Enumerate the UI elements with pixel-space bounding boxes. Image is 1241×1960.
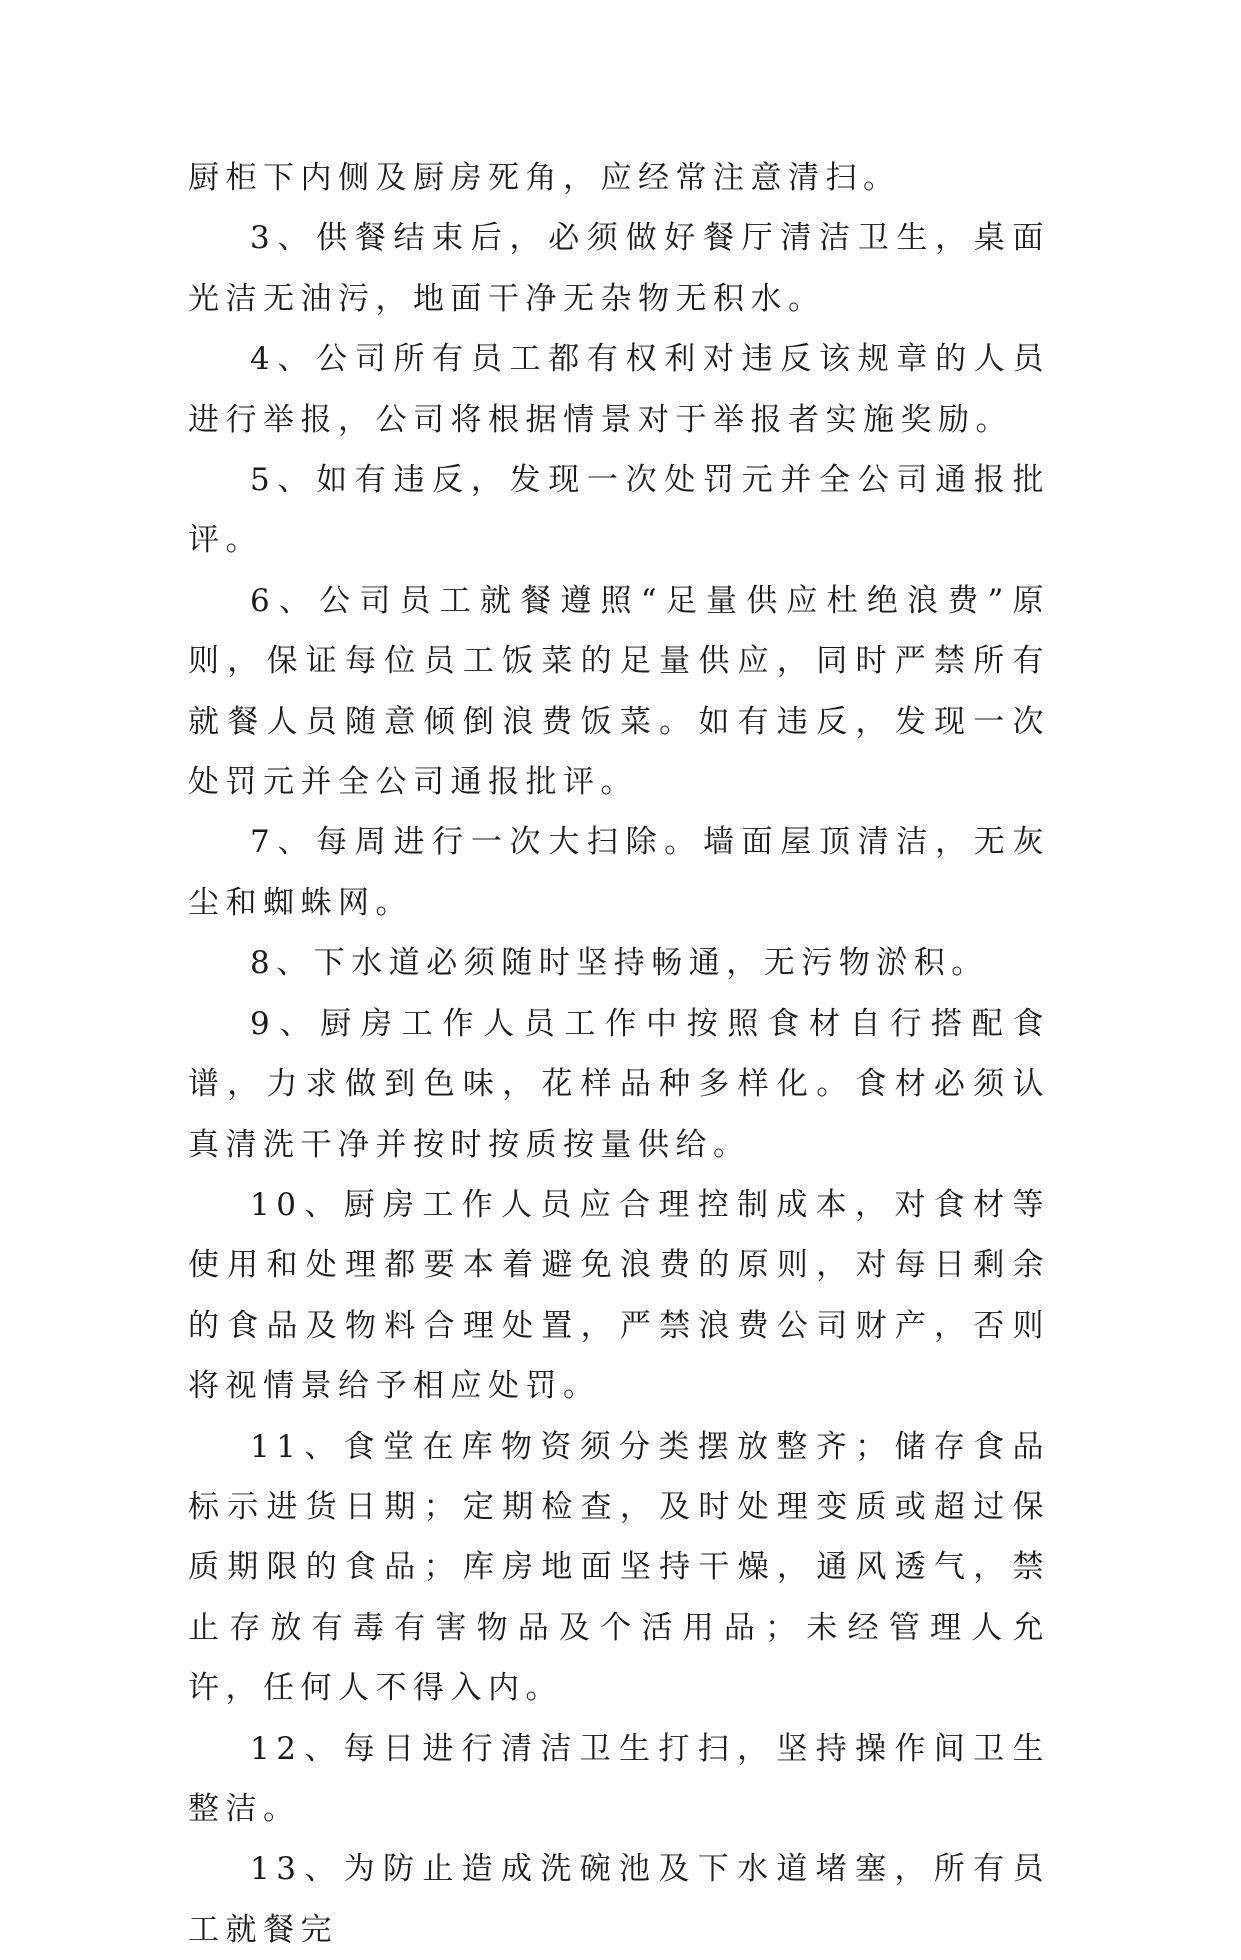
document-body bbox=[188, 148, 1050, 1960]
paragraph-item-9: 9、厨房工作人员工作中按照食材自行搭配食谱，力求做到色味，花样品种多样化。食材必须认真清洗干净并按时按质按量供给。 bbox=[188, 1005, 1050, 1163]
paragraph-item-7: 7、每周进行一次大扫除。墙面屋顶清洁，无灰尘和蜘蛛网。 bbox=[188, 824, 1050, 921]
paragraph-item-10: 10、厨房工作人员应合理控制成本，对食材等使用和处理都要本着避免浪费的原则，对每日剩余的食品及物料合理处置，严禁浪费公司财产，否则将视情景给予相应处罚。 bbox=[188, 1186, 1050, 1405]
paragraph-item-5: 5、如有违反，发现一次处罚元并全公司通报批评。 bbox=[188, 462, 1050, 559]
paragraph-continuation: 厨柜下内侧及厨房死角，应经常注意清扫。 bbox=[188, 160, 901, 196]
paragraph-item-13: 13、为防止造成洗碗池及下水道堵塞，所有员工就餐完 bbox=[188, 1851, 1050, 1948]
paragraph-item-11: 11、食堂在库物资须分类摆放整齐；储存食品标示进货日期；定期检查，及时处理变质或超过保质期限的食品；库房地面坚持干燥，通风透气，禁止存放有毒有害物品及个活用品；未经管理人允许，任何人不得入内。 bbox=[188, 1428, 1050, 1707]
paragraph-item-8: 8、下水道必须随时坚持畅通，无污物淤积。 bbox=[250, 945, 989, 982]
paragraph-item-12: 12、每日进行清洁卫生打扫，坚持操作间卫生整洁。 bbox=[188, 1730, 1050, 1827]
paragraph-item-3: 3、供餐结束后，必须做好餐厅清洁卫生，桌面光洁无油污，地面干净无杂物无积水。 bbox=[188, 220, 1050, 317]
paragraph-item-6: 6、公司员工就餐遵照“足量供应杜绝浪费”原则，保证每位员工饭菜的足量供应，同时严禁所有就餐人员随意倾倒浪费饭菜。如有违反，发现一次处罚元并全公司通报批评。 bbox=[188, 582, 1050, 801]
paragraph-item-4: 4、公司所有员工都有权利对违反该规章的人员进行举报，公司将根据情景对于举报者实施奖励。 bbox=[188, 341, 1050, 438]
